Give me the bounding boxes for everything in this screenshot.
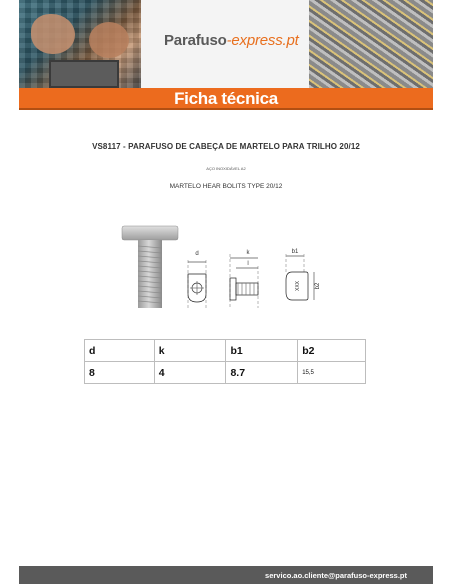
table-row xyxy=(85,340,366,362)
bolt-photo xyxy=(122,226,178,308)
footer-email[interactable]: servico.ao.cliente@parafuso-express.pt xyxy=(265,571,407,580)
drawing-mark: XXX xyxy=(295,280,301,292)
hand-shape xyxy=(89,22,129,58)
side-view xyxy=(230,254,258,308)
hand-shape xyxy=(31,14,75,54)
banner-title: Ficha técnica xyxy=(174,89,278,108)
header-b2: b2 xyxy=(298,340,366,362)
table-row xyxy=(85,362,366,384)
screws-photo xyxy=(309,0,433,88)
label-b1: b1 xyxy=(291,249,299,255)
logo-part2: -express.pt xyxy=(226,32,299,49)
product-material: AÇO INOXIDÁVEL A2 xyxy=(206,166,246,171)
front-view xyxy=(188,260,206,308)
tray-shape xyxy=(49,60,119,88)
technical-drawing xyxy=(118,222,338,312)
label-b2: b2 xyxy=(315,282,321,290)
label-d: d xyxy=(195,251,199,257)
header-d: d xyxy=(85,340,155,362)
header xyxy=(19,0,433,88)
value-b1: 8.7 xyxy=(226,362,298,384)
top-view xyxy=(286,254,314,300)
label-k: k xyxy=(246,250,250,256)
product-subtitle: MARTELO HEAR BOLITS TYPE 20/12 xyxy=(169,183,283,190)
value-k: 4 xyxy=(154,362,226,384)
tools-photo xyxy=(19,0,141,88)
logo-part1: Parafuso xyxy=(164,32,227,49)
value-b2: 15,5 xyxy=(298,362,366,384)
product-title: VS8117 - PARAFUSO DE CABEÇA DE MARTELO PARA TRILHO 20/12 xyxy=(92,142,360,151)
footer xyxy=(19,566,433,584)
value-d: 8 xyxy=(85,362,155,384)
label-l: l xyxy=(247,261,249,267)
logo[interactable] xyxy=(164,32,299,49)
header-k: k xyxy=(154,340,226,362)
specs-table xyxy=(84,339,366,384)
header-b1: b1 xyxy=(226,340,298,362)
banner xyxy=(19,88,433,110)
